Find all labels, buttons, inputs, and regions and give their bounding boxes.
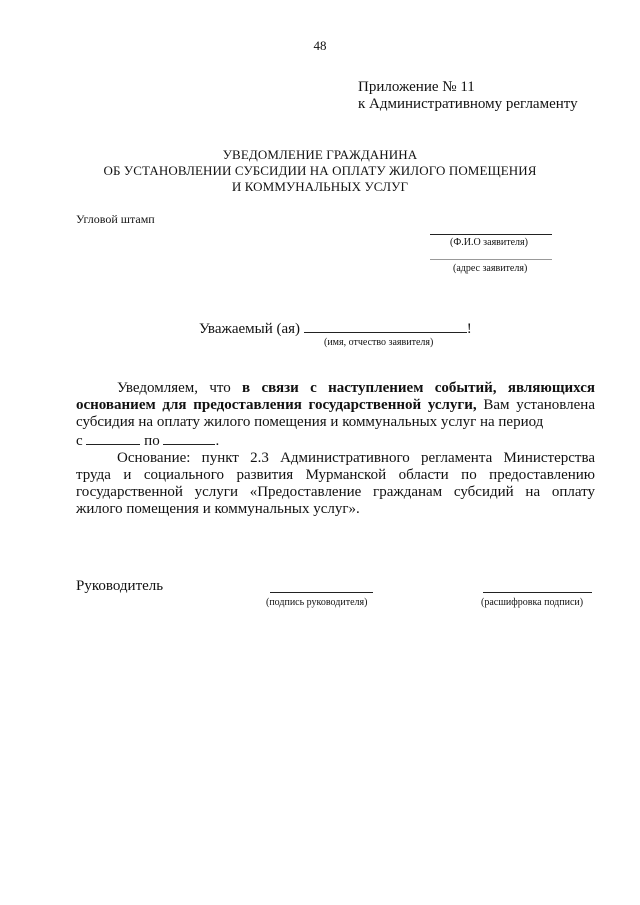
notice-paragraph-2: Основание: пункт 2.3 Административного регламента Министерства труда и социального развития Мурманской области по предоставлению государственной услуги «Предоставление гражданам субсидий на оплату жилого помещения и коммунальных услуг». <box>76 449 595 518</box>
period-to-blank <box>163 432 215 445</box>
notice-body <box>76 380 595 519</box>
notice-bold-phrase: в связи с наступлением событий, являющихся основанием для предоставления государственной услуги, <box>76 380 595 414</box>
period-from-blank <box>86 432 140 445</box>
applicant-address-caption: (адрес заявителя) <box>453 263 528 274</box>
period-end: . <box>215 432 220 449</box>
notice-paragraph-1 <box>76 380 595 432</box>
title-line-3: И КОММУНАЛЬНЫХ УСЛУГ <box>231 179 409 194</box>
signer-label: Руководитель <box>76 578 164 594</box>
period-line <box>76 432 595 450</box>
appendix-number: Приложение № 11 <box>358 79 475 95</box>
period-from-label: с <box>76 432 83 449</box>
title-line-2: ОБ УСТАНОВЛЕНИИ СУБСИДИИ НА ОПЛАТУ ЖИЛОГО ПОМЕЩЕНИЯ <box>103 163 537 178</box>
signature-decode-line <box>483 592 592 593</box>
greeting-text: Уважаемый (ая) <box>199 321 301 337</box>
title-line-1: УВЕДОМЛЕНИЕ ГРАЖДАНИНА <box>222 147 418 162</box>
greeting <box>199 319 472 338</box>
greeting-end: ! <box>466 321 472 337</box>
signature-caption: (подпись руководителя) <box>266 597 368 608</box>
appendix-reference: к Административному регламенту <box>358 96 578 112</box>
notice-rest: Вам установлена субсидия на оплату жилого помещения и коммунальных услуг на период <box>76 397 595 431</box>
applicant-name-caption: (Ф.И.О заявителя) <box>450 237 528 248</box>
signature-decode-caption: (расшифровка подписи) <box>481 597 584 608</box>
signature-line <box>270 592 373 593</box>
notice-lead: Уведомляем, что <box>117 380 243 396</box>
addressee-name-blank <box>304 319 467 333</box>
page-number: 48 <box>313 38 327 53</box>
applicant-address-line <box>430 259 552 260</box>
document-title <box>0 147 640 195</box>
appendix-header <box>358 79 578 113</box>
period-to-label: по <box>144 432 160 449</box>
addressee-name-caption: (имя, отчество заявителя) <box>324 337 434 348</box>
applicant-name-line <box>430 234 552 235</box>
corner-stamp-label: Угловой штамп <box>76 212 155 226</box>
